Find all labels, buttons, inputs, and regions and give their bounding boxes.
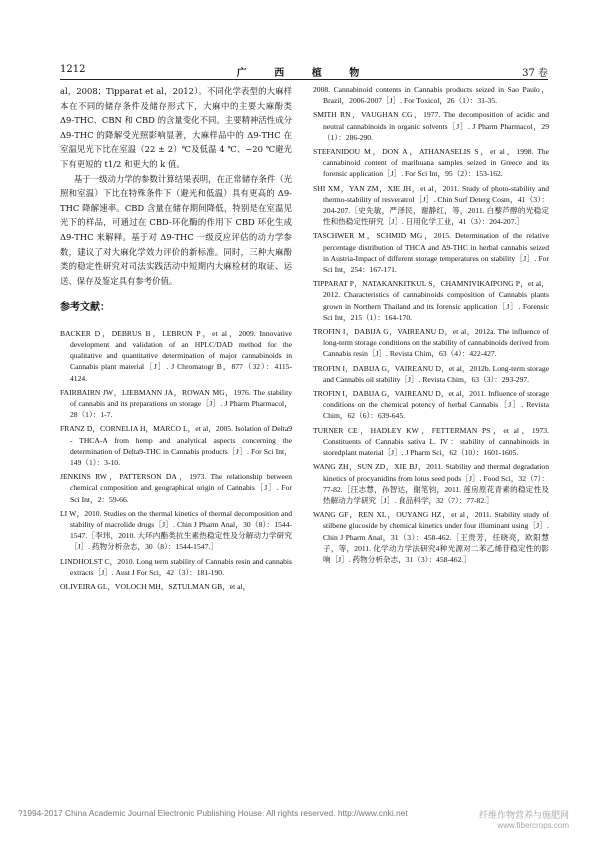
page-number: 1212 xyxy=(60,64,86,75)
reference-item: TURNER CE，HADLEY KW，FETTERMAN PS，et al，1973. Constituents of Cannabis sativa L. IV：stability of cannabinoids in storedplant material［J］. J Pharm Sci，62（10）：1601-1605. xyxy=(313,425,549,458)
reference-item: WANG ZH，SUN ZD，XIE BJ，2011. Stability and thermal degradation kinetics of procyanidins from lotus seed pods［J］. Food Sci，32（7）：77-82.［汪志慧，孙智达，谢笔钧，2011. 莲房原花青素的稳定性及热解动力学研究［J］. 食品科学，32（7）：77-82.］ xyxy=(313,462,549,505)
references-list-left xyxy=(60,328,292,592)
reference-item: TIPPARAT P，NATAKANKITKUL S，CHAMNIVIKAIPONG P，et al，2012. Characteristics of cannabinoids composition of Cannabis plants grown in Northern Thailand and its forensic application［J］. Forensic Sci Int，215（1）：164-170. xyxy=(313,279,549,322)
reference-item: TASCHWER M，SCHMID MG，2015. Determination of the relative percentage distribution of THCA and Δ9-THC in herbal cannabis seized in Austria-Impact of different storage temperatures on stability［J］. For Sci Int，254：167-171. xyxy=(313,231,549,275)
body-paragraph: al，2008；Tipparat et al，2012）。不同化学表型的大麻样本在不同的储存条件及储存形式下，大麻中的主要大麻酚类 Δ9-THC、CBN 和 CBD 的含量变化不同。主要精神活性成分 Δ9-THC 的降解受光照影响显著，大麻样品中的 Δ9-THC 在室温见光下比在室温（22 ± 2）℃及低温 4 ℃、−20 ℃避光下有更短的 t1/2 和更大的 k 值。 xyxy=(60,86,292,169)
watermark-text: 纤维作物营养与施肥网 xyxy=(478,810,569,820)
body-text xyxy=(60,84,292,288)
copyright-notice: ?1994-2017 China Academic Journal Electronic Publishing House. All rights reserved. http://www.cnki.net xyxy=(18,808,408,818)
journal-title: 广 西 植 物 xyxy=(236,68,372,79)
reference-item: SMITH RN，VAUGHAN CG，1977. The decomposition of acidic and neutral cannabinoids in organic solvents［J］. J Pharm Pharmacol，29（1）：286-290. xyxy=(313,110,549,142)
reference-item: OLIVEIRA GL，VOLOCH MH，SZTULMAN GB，et al， xyxy=(60,581,251,591)
volume-label: 37 卷 xyxy=(522,68,548,79)
reference-item: WANG GF，REN XL，OUYANG HZ，et al，2011. Stability study of stilbene glucoside by chemical kinetics under four illuminant using［J］. Chin J Pharm Anal，31（3）：458-462.［王贵芳，任晓亮，欧阳慧子，等，2011. 化学动力学法研究4种光源对二苯乙烯苷稳定性的影响［J］. 药物分析杂志，31（3）：458-462.］ xyxy=(313,510,549,564)
reference-item: BACKER D，DEBRUS B，LEBRUN P，et al，2009. Innovative development and validation of an HPLC/DAD method for the qualitative and quantitative determination of major cannabinoids in Cannabis plant material［J］. J Chromatogr B，877（32）：4115-4124. xyxy=(60,328,292,383)
references-heading: 参考文献： xyxy=(60,302,110,314)
reference-item: LINDHOLST C，2010. Long term stability of Cannabis resin and cannabis extracts［J］. Aust J For Sci，42（3）：181-190. xyxy=(60,556,292,577)
reference-item: FAIRBAIRN JW，LIEBMANN JA，ROWAN MG，1976. The stability of cannabis and its preparations on storage［J］. J Pharm Pharmacol，28（1）：1-7. xyxy=(60,387,292,420)
left-column xyxy=(60,84,292,595)
reference-item: STEFANIDOU M，DON A，ATHANASELIS S，et al，1998. The cannabinoid content of marihuana samples seized in Greece and its forensic application［J］. For Sci Int，95（2）：153-162. xyxy=(313,147,549,179)
reference-item: TROFIN I，DABIJA G，VAIREANU D，et al，2012b. Long-term storage and Cannabis oil stability［J］. Revista Chim，63（3）：293-297. xyxy=(313,363,549,384)
reference-item: TROFIN I，DABIJA G，VAIREANU D，et al，2011. Influence of storage conditions on the chemical potency of herbal Cannabis［J］. Revista Chim，62（6）：639-645. xyxy=(313,389,549,421)
reference-item: TROFIN I，DABIJA G，VAIREANU D，et al，2012a. The influence of long-term storage conditions on the stability of cannabinoids derived from Cannabis resin［J］. Revista Chim，63（4）：422-427. xyxy=(313,327,549,359)
header-rule xyxy=(60,79,548,80)
watermark-url: www.fibercrops.com xyxy=(497,821,569,830)
reference-item: 2008. Cannabinoid contents in Cannabis products seized in Sao Paulo，Brazil，2006-2007［J］. For Toxicol，26（1）：31-35. xyxy=(313,85,549,106)
body-paragraph: 基于一级动力学的参数计算结果表明，在正常储存条件（光照和室温）下比在特殊条件下（避光和低温）具有更高的 Δ9-THC 降解速率。CBD 含量在储存期间降低，特别是在室温见光下的样品，可通过在 CBD-环化酶的作用下 CBD 环化生成 Δ9-THC 来解释。基于对 Δ9-THC 一级反应评估的动力学参数，建议了对大麻化学效力评价的新标准。同时，三种大麻酚类的稳定性研究对司法实践活动中短期内大麻检材的取证、运送、保存及鉴定具有参考价值。 xyxy=(60,173,292,286)
reference-item: FRANZ D，CORNELIA H，MARCO L，et al，2005. Isolation of Delta9 - THCA-A from hemp and analytical aspects concerning the determination of Delta9-THC in Cannabis products［J］. For Sci Int，149（1）：3-10. xyxy=(60,424,292,467)
reference-item: JENKINS RW，PATTERSON DA，1973. The relationship between chemical composition and geographical origin of Cannabis［J］. For Sci Int，2：59-66. xyxy=(60,472,292,504)
reference-item: LI W，2010. Studies on the thermal kinetics of thermal decomposition and stability of macrolide drugs［J］. Chin J Pharm Anal，30（8）：1544-1547.［李玮，2010. 大环内酯类抗生素热稳定性及分解动力学研究［J］. 药物分析杂志，30（8）：1544-1547.］ xyxy=(60,508,292,552)
running-header xyxy=(60,64,548,78)
right-column xyxy=(313,84,549,568)
reference-item: SHI XM，YAN ZM，XIE JH，et al，2011. Study of photo-stability and thermo-stability of resveratrol［J］. Chin Surf Deterg Cosm，41（3）：204-207.［史先敏，严泽民，谢静红，等，2011. 白藜芦醇的光稳定性和热稳定性研究［J］. 日用化学工业，41（3）：204-207.］ xyxy=(313,183,549,227)
